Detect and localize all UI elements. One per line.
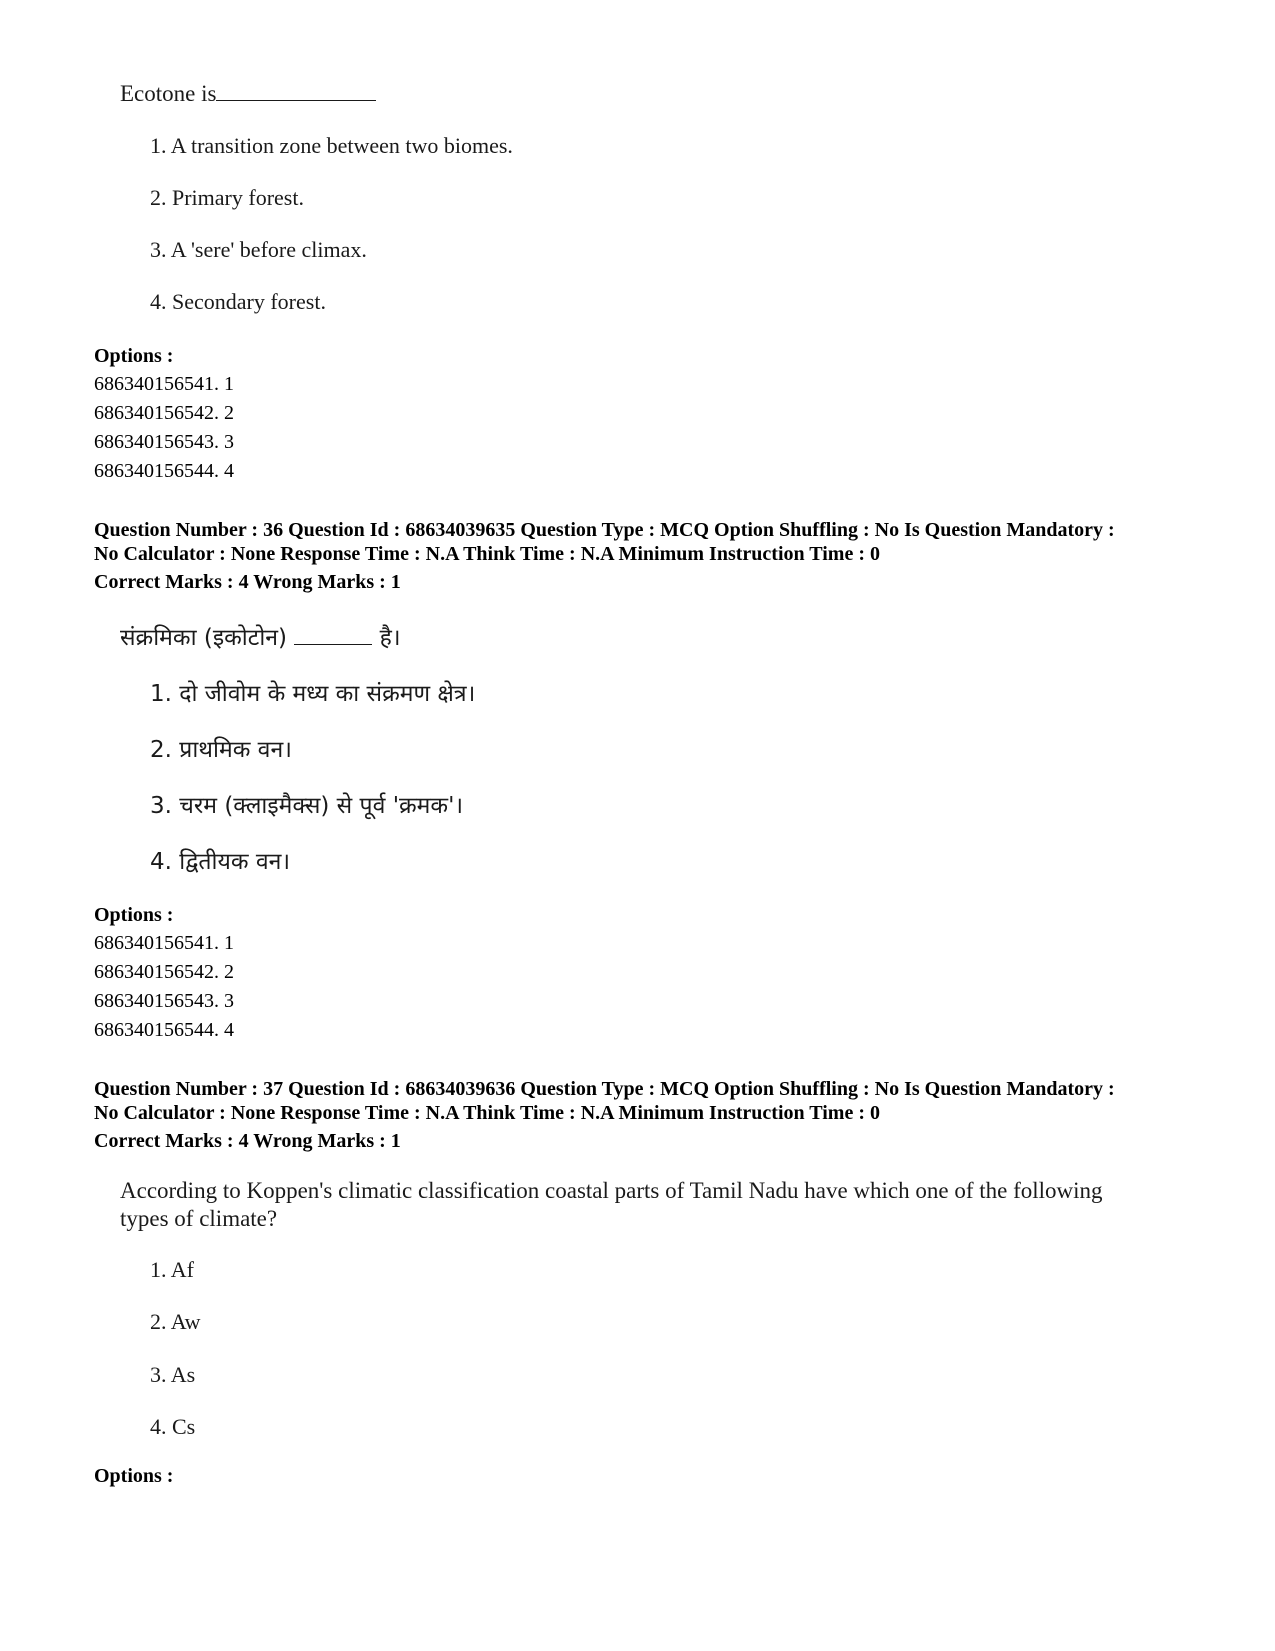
q35-choice-4: 4. Secondary forest. xyxy=(150,289,326,314)
q37-meta-line2: No Calculator : None Response Time : N.A Think Time : N.A Minimum Instruction Time : 0 xyxy=(94,1102,880,1124)
q35-choice-1: 1. A transition zone between two biomes. xyxy=(150,133,513,158)
q35-options-list xyxy=(94,370,234,486)
q36-choice-4: 4. द्वितीयक वन। xyxy=(150,849,291,875)
q36-option-4: 686340156544. 4 xyxy=(94,1019,234,1041)
q36-option-3: 686340156543. 3 xyxy=(94,990,234,1012)
q35-choice-2: 2. Primary forest. xyxy=(150,185,304,210)
q35-option-4: 686340156544. 4 xyxy=(94,460,234,482)
q36-question-text xyxy=(120,624,401,652)
q37-choice-1: 1. Af xyxy=(150,1257,194,1282)
q35-choice-3: 3. A 'sere' before climax. xyxy=(150,237,367,262)
q36-choice-3: 3. चरम (क्लाइमैक्स) से पूर्व 'क्रमक'। xyxy=(150,793,464,819)
q37-marks: Correct Marks : 4 Wrong Marks : 1 xyxy=(94,1130,401,1152)
q35-option-2: 686340156542. 2 xyxy=(94,402,234,424)
q35-question-prefix: Ecotone is xyxy=(120,81,217,106)
q36-question-suffix: है। xyxy=(379,625,401,651)
q37-meta xyxy=(94,1077,1204,1153)
q36-choice-2: 2. प्राथमिक वन। xyxy=(150,737,292,763)
q37-question-line1: According to Koppen's climatic classification coastal parts of Tamil Nadu have which one of the following xyxy=(120,1178,1103,1203)
q37-choice-2: 2. Aw xyxy=(150,1309,201,1334)
q35-option-3: 686340156543. 3 xyxy=(94,431,234,453)
q37-choice-4: 4. Cs xyxy=(150,1414,196,1439)
q36-meta-line1: Question Number : 36 Question Id : 68634039635 Question Type : MCQ Option Shuffling : No Is Question Mandatory : xyxy=(94,519,1115,541)
q36-meta-line2: No Calculator : None Response Time : N.A Think Time : N.A Minimum Instruction Time : 0 xyxy=(94,543,880,565)
q36-options-list xyxy=(94,929,234,1045)
q37-options-label: Options : xyxy=(94,1465,174,1487)
q36-meta xyxy=(94,518,1204,594)
q37-choice-3: 3. As xyxy=(150,1362,196,1387)
q37-meta-line1: Question Number : 37 Question Id : 68634039636 Question Type : MCQ Option Shuffling : No Is Question Mandatory : xyxy=(94,1078,1115,1100)
q36-options-label: Options : xyxy=(94,904,174,926)
q37-question-text xyxy=(120,1177,1103,1233)
q35-options-label: Options : xyxy=(94,345,174,367)
q36-option-2: 686340156542. 2 xyxy=(94,961,234,983)
q36-choice-1: 1. दो जीवोम के मध्य का संक्रमण क्षेत्र। xyxy=(150,681,476,707)
q35-option-1: 686340156541. 1 xyxy=(94,373,234,395)
q35-question-text xyxy=(120,80,376,108)
q37-question-line2: types of climate? xyxy=(120,1206,278,1231)
q36-marks: Correct Marks : 4 Wrong Marks : 1 xyxy=(94,571,401,593)
q35-answer-blank xyxy=(216,100,376,101)
q36-question-prefix: संक्रमिका (इकोटोन) xyxy=(120,625,288,651)
q36-answer-blank xyxy=(294,644,372,645)
q36-option-1: 686340156541. 1 xyxy=(94,932,234,954)
